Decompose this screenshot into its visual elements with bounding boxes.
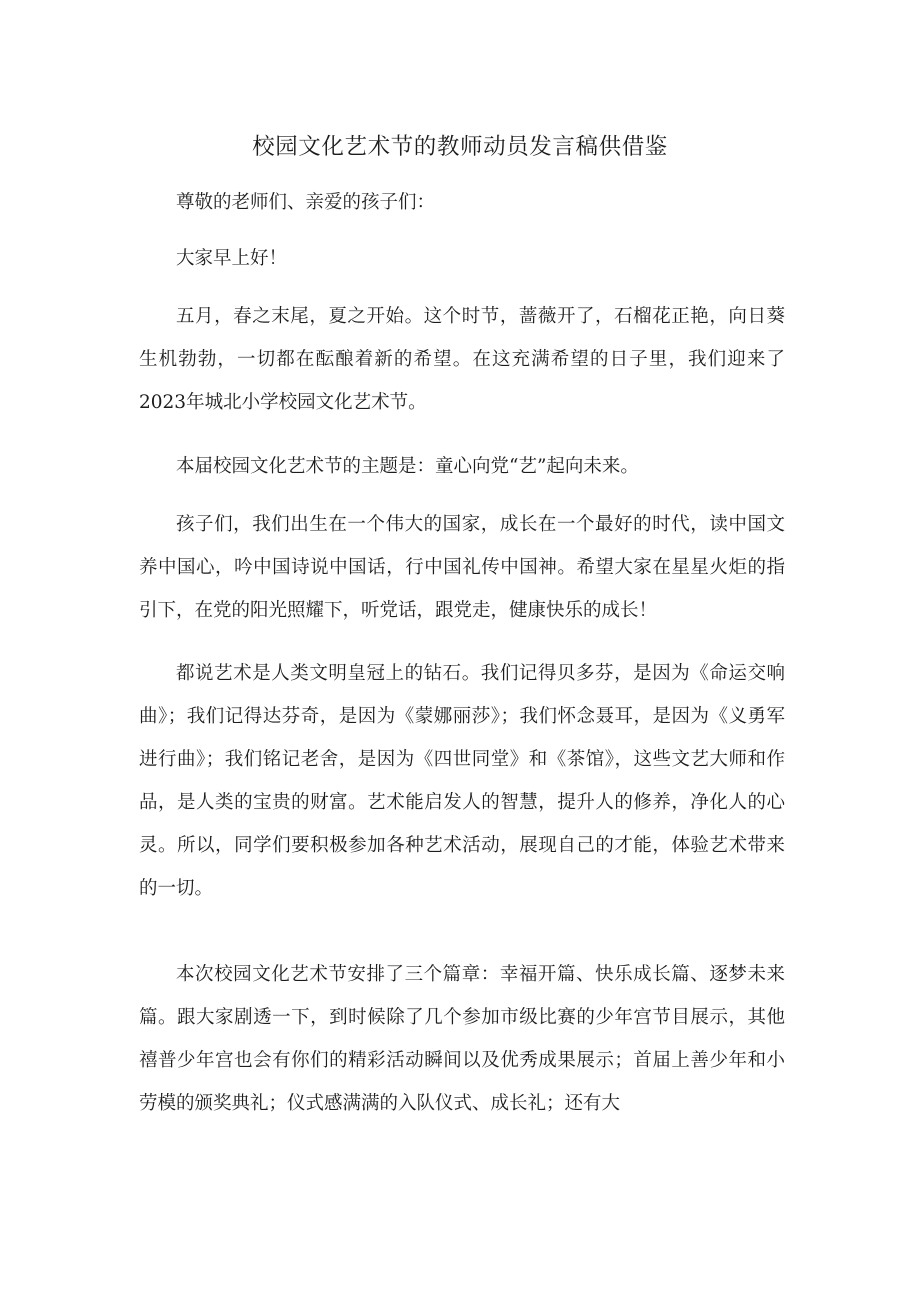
season-paragraph: 五月，春之末尾，夏之开始。这个时节，蔷薇开了，石榴花正艳，向日葵生机勃勃，一切都在酝酿着新的希望。在这充满希望的日子里，我们迎来了2023年城北小学校园文化艺术节。 — [139, 306, 785, 413]
document-title: 校园文化艺术节的教师动员发言稿供借鉴 — [252, 134, 668, 160]
children-paragraph: 孩子们，我们出生在一个伟大的国家，成长在一个最好的时代，读中国文养中国心，吟中国诗说中国话，行中国礼传中国神。希望大家在星星火炬的指引下，在党的阳光照耀下，听党话，跟党走，健康快乐的成长！ — [139, 514, 785, 621]
greeting-paragraph: 大家早上好！ — [176, 248, 288, 269]
salutation-paragraph: 尊敬的老师们、亲爱的孩子们： — [176, 192, 436, 213]
theme-paragraph: 本届校园文化艺术节的主题是：童心向党“艺”起向未来。 — [176, 456, 639, 477]
program-paragraph: 本次校园文化艺术节安排了三个篇章：幸福开篇、快乐成长篇、逐梦未来篇。跟大家剧透一下，到时候除了几个参加市级比赛的少年宫节目展示，其他禧普少年宫也会有你们的精彩活动瞬间以及优秀成果展示；首届上善少年和小劳模的颁奖典礼；仪式感满满的入队仪式、成长礼；还有大 — [139, 964, 785, 1114]
art-paragraph: 都说艺术是人类文明皇冠上的钻石。我们记得贝多芬，是因为《命运交响曲》；我们记得达芬奇，是因为《蒙娜丽莎》；我们怀念聂耳，是因为《义勇军进行曲》；我们铭记老舍，是因为《四世同堂》和《茶馆》，这些文艺大师和作品，是人类的宝贵的财富。艺术能启发人的智慧，提升人的修养，净化人的心灵。所以，同学们要积极参加各种艺术活动，展现自己的才能，体验艺术带来的一切。 — [139, 663, 785, 899]
